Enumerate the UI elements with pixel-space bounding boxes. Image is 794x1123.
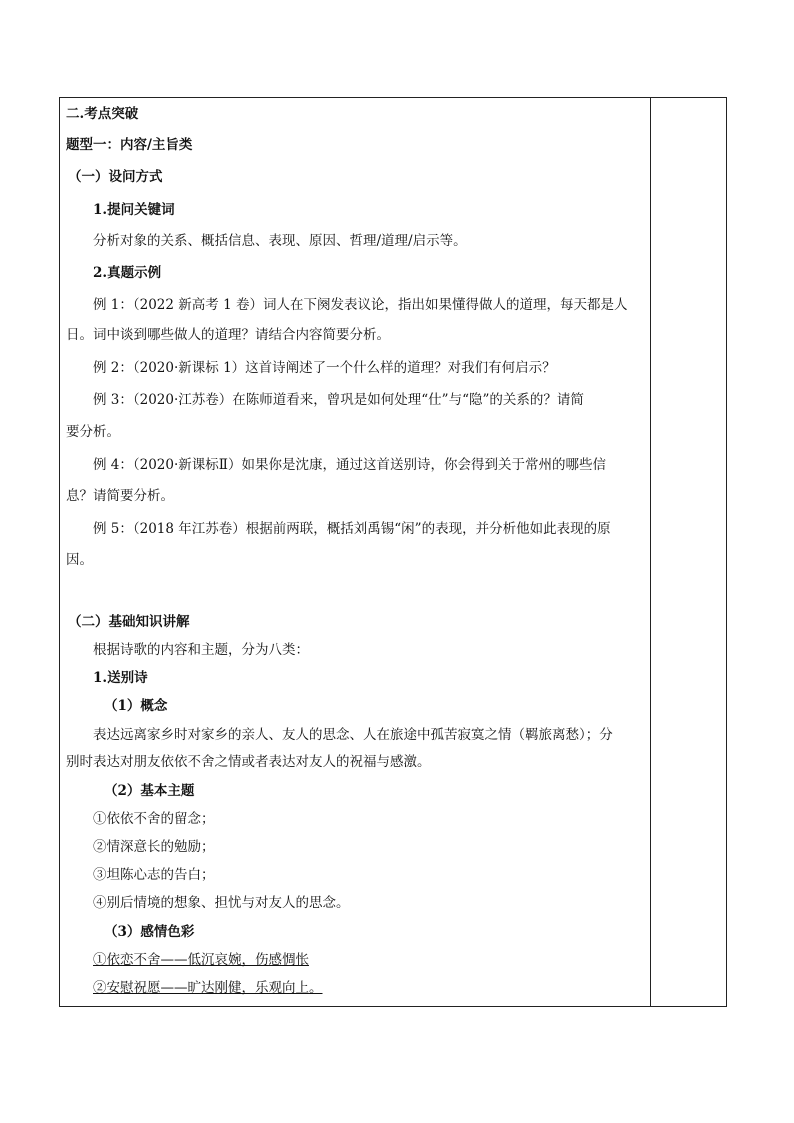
example-5-line-2: 因。 xyxy=(66,552,93,568)
example-4-line-1: 例 4：（2020·新课标Ⅱ）如果你是沈康，通过这首送别诗，你会得到关于常州的哪些信 xyxy=(93,457,606,473)
keywords-text: 分析对象的关系、概括信息、表现、原因、哲理/道理/启示等。 xyxy=(93,233,467,249)
keywords-heading: 1.提问关键词 xyxy=(93,202,175,218)
column-divider xyxy=(650,97,651,1007)
theme-item: ②情深意长的勉励； xyxy=(93,839,215,855)
example-1-line-1: 例 1：（2022 新高考 1 卷）词人在下阕发表议论，指出如果懂得做人的道理，每天都是人 xyxy=(93,297,628,313)
emotion-item: ②安慰祝愿——旷达刚健，乐观向上。 xyxy=(93,980,323,996)
concept-line-2: 别时表达对朋友依依不舍之情或者表达对友人的祝福与感激。 xyxy=(66,754,431,770)
example-1-line-2: 日。词中谈到哪些做人的道理？请结合内容简要分析。 xyxy=(66,327,390,343)
subsection-title: （二）基础知识讲解 xyxy=(68,614,190,630)
example-2: 例 2：（2020·新课标 1）这首诗阐述了一个什么样的道理？对我们有何启示？ xyxy=(93,360,556,376)
theme-item: ④别后情境的想象、担忧与对友人的思念。 xyxy=(93,895,350,911)
emotion-heading: （3）感情色彩 xyxy=(104,924,195,940)
poem-type-heading: 1.送别诗 xyxy=(93,670,148,686)
example-3-line-2: 要分析。 xyxy=(66,424,120,440)
example-3-line-1: 例 3：（2020·江苏卷）在陈师道看来，曾巩是如何处理“仕”与“隐”的关系的？请简 xyxy=(93,392,584,408)
emotion-item: ①依恋不舍——低沉哀婉，伤感惆怅 xyxy=(93,952,309,968)
examples-heading: 2.真题示例 xyxy=(93,265,162,281)
theme-item: ①依依不舍的留念； xyxy=(93,811,215,827)
example-4-line-2: 息？请简要分析。 xyxy=(66,488,174,504)
intro-text: 根据诗歌的内容和主题，分为八类： xyxy=(93,642,309,658)
concept-heading: （1）概念 xyxy=(104,698,168,714)
section-heading: 二.考点突破 xyxy=(66,106,139,122)
example-5-line-1: 例 5：（2018 年江苏卷）根据前两联，概括刘禹锡“闲”的表现，并分析他如此表现的原 xyxy=(93,521,611,537)
theme-heading: （2）基本主题 xyxy=(104,783,195,799)
theme-item: ③坦陈心志的告白； xyxy=(93,867,215,883)
subsection-title: （一）设问方式 xyxy=(68,169,163,185)
question-type-title: 题型一：内容/主旨类 xyxy=(66,137,193,153)
concept-line-1: 表达远离家乡时对家乡的亲人、友人的思念、人在旅途中孤苦寂寞之情（羁旅离愁）；分 xyxy=(93,727,613,743)
